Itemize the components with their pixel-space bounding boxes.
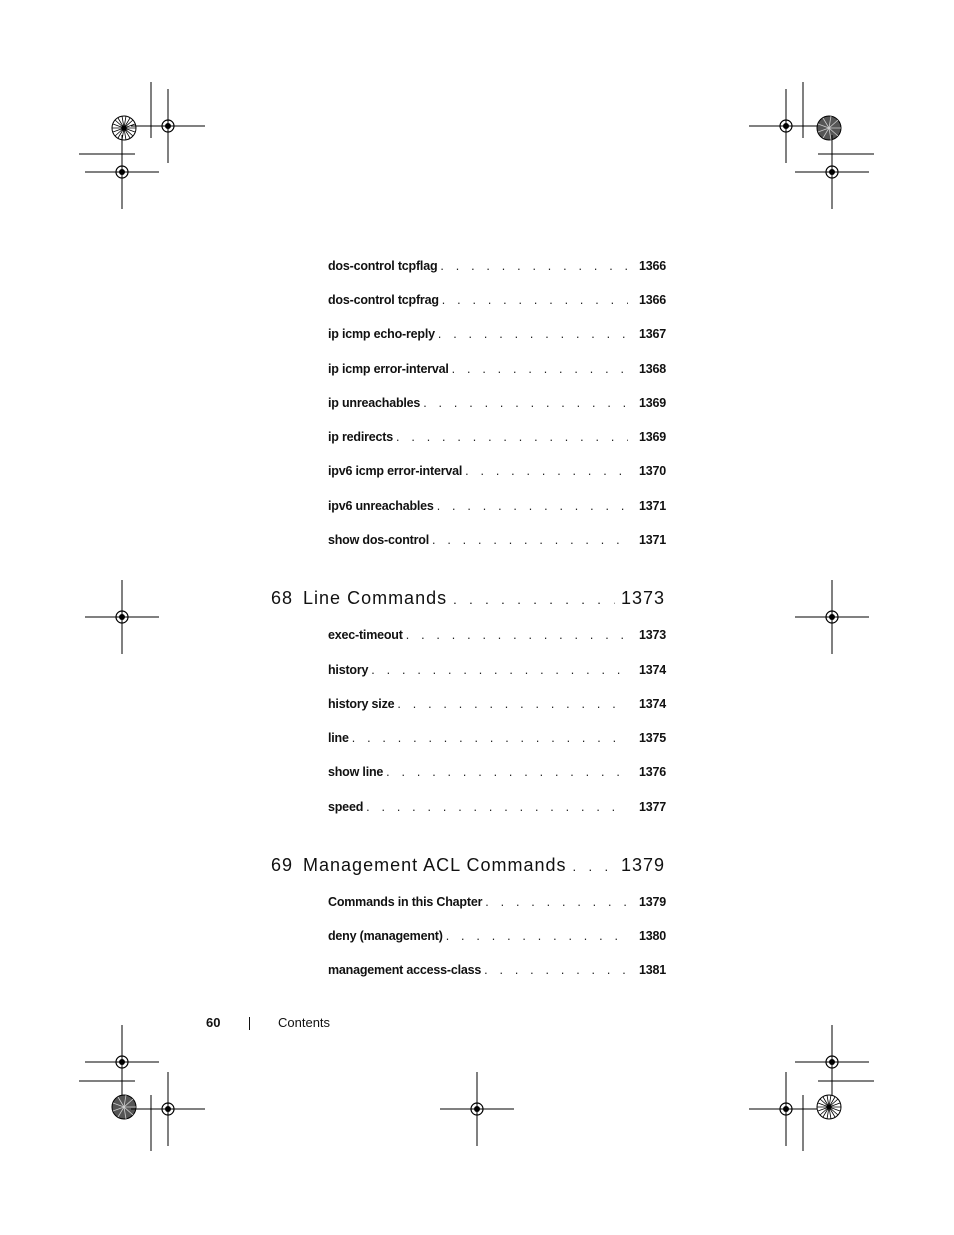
toc-chapter-heading[interactable]: 69 Management ACL Commands . . . 1379	[271, 855, 665, 879]
toc-entry[interactable]: line . . . 1375	[328, 731, 666, 749]
toc-chapter-heading[interactable]: 68 Line Commands . . . 1373	[271, 588, 665, 612]
dot-leader	[366, 800, 628, 814]
toc-entry[interactable]: ipv6 unreachables . . . 1371	[328, 499, 666, 517]
dot-leader	[432, 533, 628, 547]
toc-entry[interactable]: ip redirects . . . 1369	[328, 430, 666, 448]
toc-entry[interactable]: management access-class . . . 1381	[328, 963, 666, 981]
toc-entry[interactable]: ipv6 icmp error-interval . . . 1370	[328, 464, 666, 482]
toc-entry[interactable]: dos-control tcpfrag . . . 1366	[328, 293, 666, 311]
footer-divider	[249, 1017, 250, 1030]
toc-entry[interactable]: ip unreachables . . . 1369	[328, 396, 666, 414]
dot-leader	[442, 293, 628, 307]
toc-entry[interactable]: history . . . 1374	[328, 663, 666, 681]
dot-leader	[397, 697, 628, 711]
dot-leader	[406, 628, 628, 642]
toc-entry[interactable]: deny (management) . . . 1380	[328, 929, 666, 947]
toc-entry[interactable]: show line . . . 1376	[328, 765, 666, 783]
dot-leader	[437, 499, 628, 513]
toc-entry[interactable]: show dos-control . . . 1371	[328, 533, 666, 551]
dot-leader	[572, 859, 614, 874]
dot-leader	[440, 259, 628, 273]
dot-leader	[352, 731, 628, 745]
toc-entry[interactable]: dos-control tcpflag . . . 1366	[328, 259, 666, 277]
toc-entry[interactable]: history size . . . 1374	[328, 697, 666, 715]
toc-entry[interactable]: Commands in this Chapter . . . 1379	[328, 895, 666, 913]
dot-leader	[484, 963, 628, 977]
dot-leader	[446, 929, 628, 943]
dot-leader	[386, 765, 628, 779]
dot-leader	[396, 430, 628, 444]
footer-section-label: Contents	[278, 1015, 331, 1030]
toc-entry[interactable]: ip icmp echo-reply . . . 1367	[328, 327, 666, 345]
dot-leader	[438, 327, 628, 341]
dot-leader	[423, 396, 628, 410]
dot-leader	[453, 592, 615, 607]
toc-entry[interactable]: ip icmp error-interval . . . 1368	[328, 362, 666, 380]
dot-leader	[452, 362, 628, 376]
dot-leader	[371, 663, 628, 677]
dot-leader	[465, 464, 628, 478]
toc-entry[interactable]: speed . . . 1377	[328, 800, 666, 818]
page-number: 60	[206, 1015, 221, 1030]
toc-entry[interactable]: exec-timeout . . . 1373	[328, 628, 666, 646]
dot-leader	[485, 895, 628, 909]
